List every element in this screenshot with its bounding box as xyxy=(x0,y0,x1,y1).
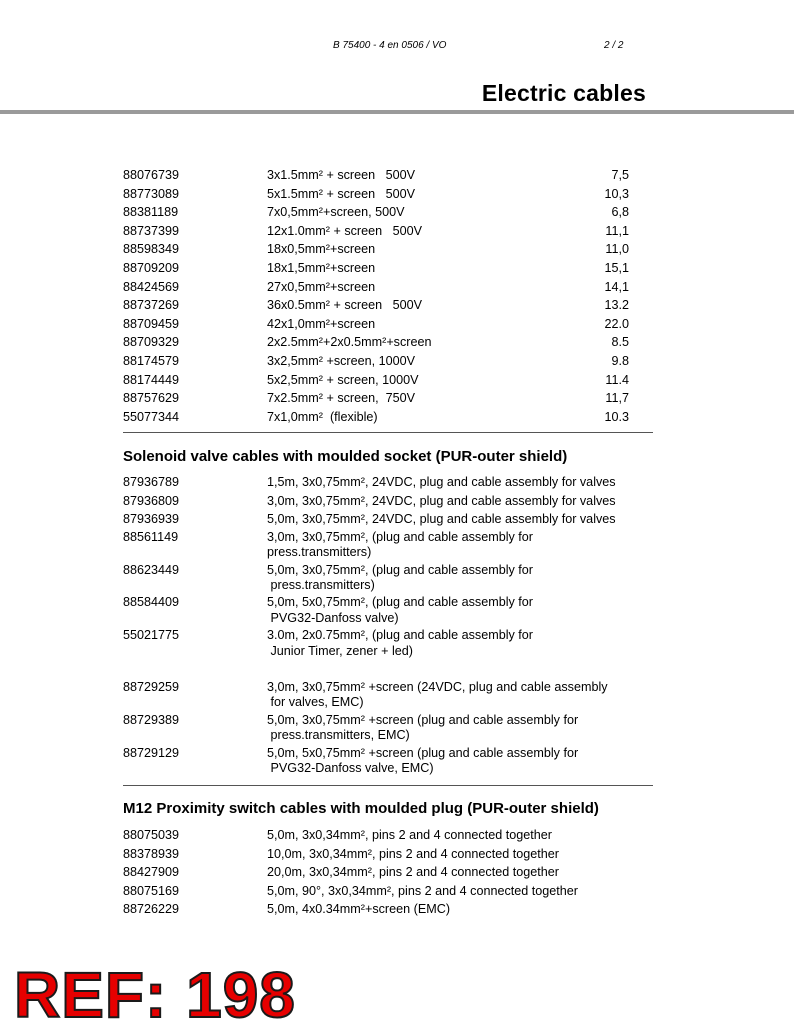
part-number: 88726229 xyxy=(123,902,180,917)
part-number: 88381189 xyxy=(123,205,179,220)
cable-description: 5,0m, 4x0.34mm²+screen (EMC) xyxy=(267,902,451,917)
cable-description: 5,0m, 3x0,34mm², pins 2 and 4 connected together xyxy=(267,828,552,842)
cable-description: 2x2.5mm²+2x0.5mm²+screen xyxy=(267,335,432,350)
cable-description: 3,0m, 3x0,75mm², (plug and cable assembly for press.transmitters) xyxy=(267,529,533,560)
cable-description: 3.0m, 2x0.75mm², (plug and cable assembly for Junior Timer, zener + led) xyxy=(267,628,533,658)
part-number: 88757629 xyxy=(123,391,180,406)
part-number: 88561149 xyxy=(123,529,179,544)
cable-description: 3,0m, 3x0,75mm² +screen (24VDC, plug and cable assembly for valves, EMC) xyxy=(267,679,608,710)
header-doc-code: B 75400 - 4 en 0506 / VO xyxy=(333,40,447,51)
part-number: 88427909 xyxy=(123,865,180,880)
table-row xyxy=(123,863,653,882)
cable-description: 7x0,5mm²+screen, 500V xyxy=(267,205,405,220)
cable-description: 20,0m, 3x0,34mm², pins 2 and 4 connected together xyxy=(267,865,559,880)
cable-description: 27x0,5mm²+screen xyxy=(267,279,376,294)
header-rule xyxy=(0,110,794,114)
page-title: Electric cables xyxy=(481,80,646,106)
table-row xyxy=(123,352,653,371)
table-row xyxy=(123,492,653,511)
cable-value: 9.8 xyxy=(611,353,629,368)
cable-value: 15,1 xyxy=(604,260,629,275)
m12-section-title: M12 Proximity switch cables with moulded plug (PUR-outer shield) xyxy=(123,800,599,817)
table-row xyxy=(123,900,653,919)
row-gap xyxy=(123,661,653,679)
cable-value: 8.5 xyxy=(611,335,629,350)
cable-description: 5,0m, 5x0,75mm², (plug and cable assembly for PVG32-Danfoss valve) xyxy=(267,595,533,625)
part-number: 88623449 xyxy=(123,562,180,577)
cable-description: 3x2,5mm² +screen, 1000V xyxy=(267,353,416,368)
table-row xyxy=(123,595,653,626)
cable-value: 7,5 xyxy=(611,168,629,182)
part-number: 88729389 xyxy=(123,712,180,727)
table-row xyxy=(123,563,653,594)
section-divider xyxy=(123,432,653,433)
part-number: 88709329 xyxy=(123,335,180,350)
cable-description: 1,5m, 3x0,75mm², 24VDC, plug and cable assembly for valves xyxy=(267,475,616,489)
cable-description: 10,0m, 3x0,34mm², pins 2 and 4 connected together xyxy=(267,846,559,861)
table-row xyxy=(123,185,653,204)
cable-description: 42x1,0mm²+screen xyxy=(267,316,376,331)
section-divider xyxy=(123,785,653,786)
cable-description: 5x2,5mm² + screen, 1000V xyxy=(267,372,419,387)
header-page-number: 2 / 2 xyxy=(604,40,624,51)
table-row xyxy=(123,510,653,529)
cable-value: 11,7 xyxy=(605,391,629,406)
cable-value: 6,8 xyxy=(611,205,629,220)
cable-description: 18x1,5mm²+screen xyxy=(267,260,376,275)
part-number: 88584409 xyxy=(123,595,180,610)
table-row xyxy=(123,845,653,864)
table-row xyxy=(123,333,653,352)
table-row xyxy=(123,259,653,278)
table-row xyxy=(123,166,653,185)
part-number: 88598349 xyxy=(123,242,180,257)
table-row xyxy=(123,240,653,259)
cable-description: 5,0m, 3x0,75mm², 24VDC, plug and cable assembly for valves xyxy=(267,512,616,527)
table-row xyxy=(123,203,653,222)
cable-value: 14,1 xyxy=(604,279,629,294)
solenoid-table xyxy=(123,473,653,778)
cable-description: 18x0,5mm²+screen xyxy=(267,242,376,257)
cable-value: 10.3 xyxy=(604,409,629,424)
part-number: 55021775 xyxy=(123,628,180,643)
part-number: 88709459 xyxy=(123,316,180,331)
cable-description: 3x1.5mm² + screen 500V xyxy=(267,168,416,182)
cable-description: 3,0m, 3x0,75mm², 24VDC, plug and cable assembly for valves xyxy=(267,493,616,508)
cable-value: 22.0 xyxy=(604,316,629,331)
cable-value: 10,3 xyxy=(604,186,629,201)
table-row xyxy=(123,473,653,492)
cable-value: 11,0 xyxy=(605,242,629,257)
cable-value: 11,1 xyxy=(605,223,629,238)
cable-description: 36x0.5mm² + screen 500V xyxy=(267,298,423,313)
table-row xyxy=(123,713,653,744)
cable-description: 7x2.5mm² + screen, 750V xyxy=(267,391,416,406)
cable-description: 5x1.5mm² + screen 500V xyxy=(267,186,416,201)
part-number: 87936789 xyxy=(123,475,180,489)
table-row xyxy=(123,746,653,777)
table-row xyxy=(123,296,653,315)
part-number: 88076739 xyxy=(123,168,180,182)
ref-stamp: REF: 198 xyxy=(14,959,296,1031)
part-number: 88709209 xyxy=(123,260,180,275)
part-number: 88737269 xyxy=(123,298,180,313)
solenoid-section-title: Solenoid valve cables with moulded socket (PUR-outer shield) xyxy=(123,448,568,465)
part-number: 88729259 xyxy=(123,679,180,694)
cable-description: 5,0m, 90°, 3x0,34mm², pins 2 and 4 connected together xyxy=(267,883,578,898)
table-row xyxy=(123,408,653,427)
part-number: 88075039 xyxy=(123,828,180,842)
table-row xyxy=(123,628,653,659)
table-row xyxy=(123,389,653,408)
cable-description: 7x1,0mm² (flexible) xyxy=(267,409,378,424)
cable-description: 5,0m, 3x0,75mm², (plug and cable assembly for press.transmitters) xyxy=(267,562,533,593)
table-row xyxy=(123,826,653,845)
cable-value: 13.2 xyxy=(604,298,629,313)
part-number: 88737399 xyxy=(123,223,180,238)
part-number: 88378939 xyxy=(123,846,180,861)
part-number: 87936809 xyxy=(123,493,180,508)
table-row xyxy=(123,530,653,561)
part-number: 88424569 xyxy=(123,279,180,294)
part-number: 87936939 xyxy=(123,512,180,527)
cable-description: 5,0m, 3x0,75mm² +screen (plug and cable assembly for press.transmitters, EMC) xyxy=(267,712,579,743)
part-number: 88174449 xyxy=(123,372,180,387)
part-number: 55077344 xyxy=(123,409,180,424)
part-number: 88773089 xyxy=(123,186,180,201)
table-row xyxy=(123,882,653,901)
table-row xyxy=(123,371,653,390)
cable-description: 5,0m, 5x0,75mm² +screen (plug and cable assembly for PVG32-Danfoss valve, EMC) xyxy=(267,745,579,776)
cable-value: 11.4 xyxy=(605,372,629,387)
part-number: 88729129 xyxy=(123,745,180,760)
table-row xyxy=(123,278,653,297)
part-number: 88075169 xyxy=(123,883,180,898)
m12-table xyxy=(123,826,653,919)
cable-description: 12x1.0mm² + screen 500V xyxy=(267,223,423,238)
table-row xyxy=(123,315,653,334)
table-row xyxy=(123,680,653,711)
part-number: 88174579 xyxy=(123,353,180,368)
cables-table xyxy=(123,166,653,426)
table-row xyxy=(123,222,653,241)
